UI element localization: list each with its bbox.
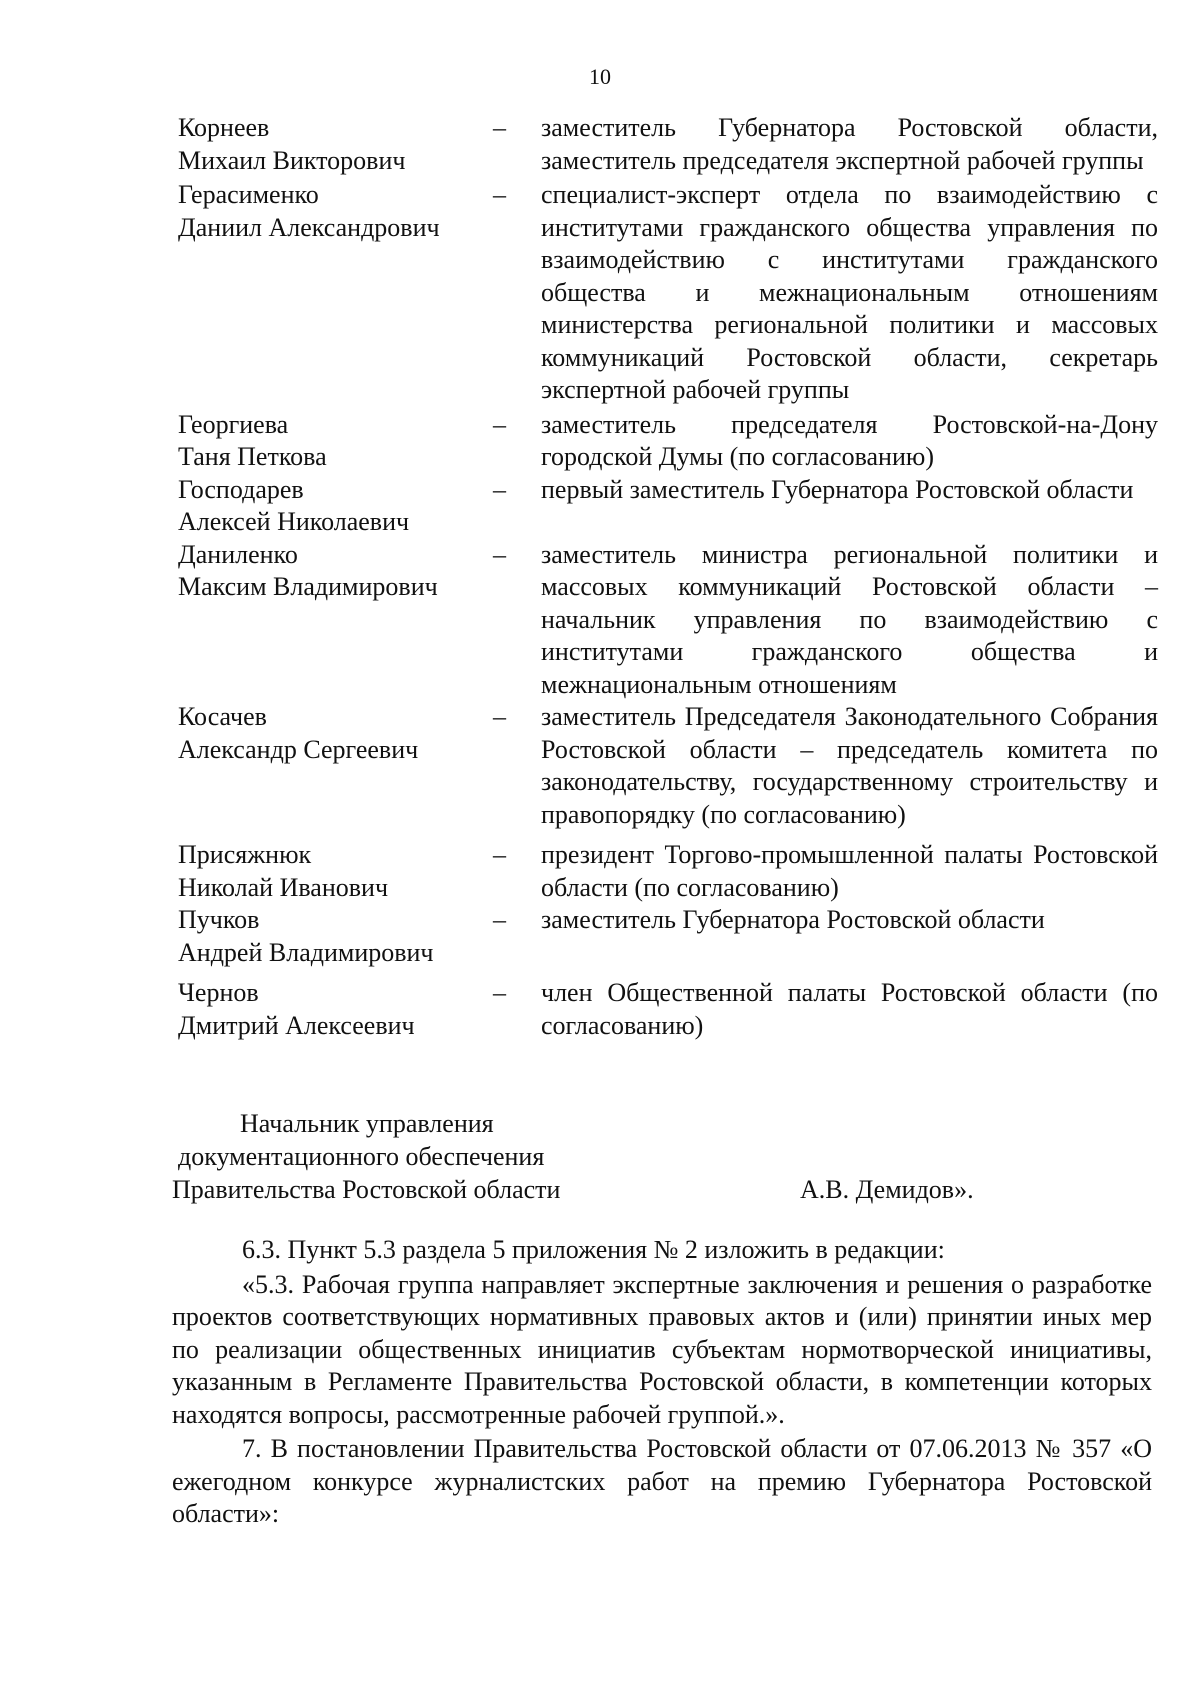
member-name [178,409,493,474]
member-dash: – [493,539,506,569]
member-row [178,839,1158,904]
member-position: член Общественной палаты Ростовской области (по согласованию) [541,978,1158,1040]
member-given-name: Даниил Александрович [178,212,440,242]
member-name [178,179,493,244]
member-name [178,904,493,969]
member-name [178,839,493,904]
member-surname: Герасименко [178,180,319,209]
member-name [178,474,493,539]
member-row [178,474,1158,539]
page-number: 10 [589,64,611,89]
member-row [178,539,1158,702]
member-dash: – [493,180,506,209]
member-given-name: Дмитрий Алексеевич [178,1010,415,1040]
member-dash: – [493,702,506,731]
member-name [178,112,493,177]
document-body [172,1234,1152,1531]
member-position: первый заместитель Губернатора Ростовской области [541,474,1134,504]
member-position: специалист-эксперт отдела по взаимодействию с институтами гражданского общества управления по взаимодействию с институтами гражданского общества и межнациональным отношениям министерства региональной политики и массовых коммуникаций Ростовской области, секретарь экспертной рабочей группы [541,180,1158,404]
member-dash: – [493,113,506,142]
signatory-title-line1: Начальник управления [240,1109,494,1138]
paragraph: 7. В постановлении Правительства Ростовской области от 07.06.2013 № 357 «О ежегодном конкурсе журналистских работ на премию Губернатора Ростовской области»: [172,1434,1152,1528]
member-dash: – [493,474,506,504]
member-given-name: Михаил Викторович [178,145,406,175]
member-row [178,701,1158,831]
member-dash: – [493,409,506,439]
member-surname: Георгиева [178,409,289,439]
member-dash: – [493,978,506,1007]
member-given-name: Максим Владимирович [178,572,438,601]
member-surname: Косачев [178,702,267,731]
member-surname: Господарев [178,474,304,504]
member-position: заместитель председателя Ростовской-на-Дону городской Думы (по согласованию) [541,409,1158,471]
member-row [178,409,1158,474]
member-name [178,539,493,604]
member-given-name: Таня Петкова [178,442,327,471]
member-row [178,904,1158,969]
member-dash: – [493,905,506,934]
member-row [178,112,1158,177]
member-position: заместитель Председателя Законодательного Собрания Ростовской области – председатель комитета по законодательству, государственному строительству и правопорядку (по согласованию) [541,702,1158,829]
member-dash: – [493,840,506,869]
member-surname: Чернов [178,978,259,1007]
member-given-name: Николай Иванович [178,872,389,902]
member-surname: Даниленко [178,539,298,569]
signatory-name: А.В. Демидов». [800,1175,974,1204]
signatory-title-line3: Правительства Ростовской области [172,1175,561,1204]
member-row [178,977,1158,1042]
member-name [178,701,493,766]
member-position: президент Торгово-промышленной палаты Ростовской области (по согласованию) [541,840,1158,902]
member-position: заместитель Губернатора Ростовской области, заместитель председателя экспертной рабочей группы [541,113,1158,175]
member-given-name: Алексей Николаевич [178,507,410,536]
member-surname: Присяжнюк [178,840,312,869]
member-surname: Корнеев [178,113,270,142]
member-position: заместитель министра региональной политики и массовых коммуникаций Ростовской области – начальник управления по взаимодействию с институтами гражданского общества и межнациональным отношениям [541,539,1158,699]
member-surname: Пучков [178,905,260,934]
paragraph: «5.3. Рабочая группа направляет экспертные заключения и решения о разработке проектов соответствующих нормативных правовых актов и (или) принятии иных мер по реализации общественных инициатив субъектам нормотворческой инициативы, указанным в Регламенте Правительства Ростовской области, в компетенции которых находятся вопросы, рассмотренные рабочей группой.». [172,1269,1152,1429]
paragraph: 6.3. Пункт 5.3 раздела 5 приложения № 2 изложить в редакции: [242,1235,945,1264]
member-row [178,179,1158,407]
member-position: заместитель Губернатора Ростовской области [541,905,1045,934]
member-given-name: Александр Сергеевич [178,734,419,764]
members-list [178,112,1158,1042]
signatory-title-line2: документационного обеспечения [178,1142,545,1171]
member-given-name: Андрей Владимирович [178,937,434,967]
member-name [178,977,493,1042]
